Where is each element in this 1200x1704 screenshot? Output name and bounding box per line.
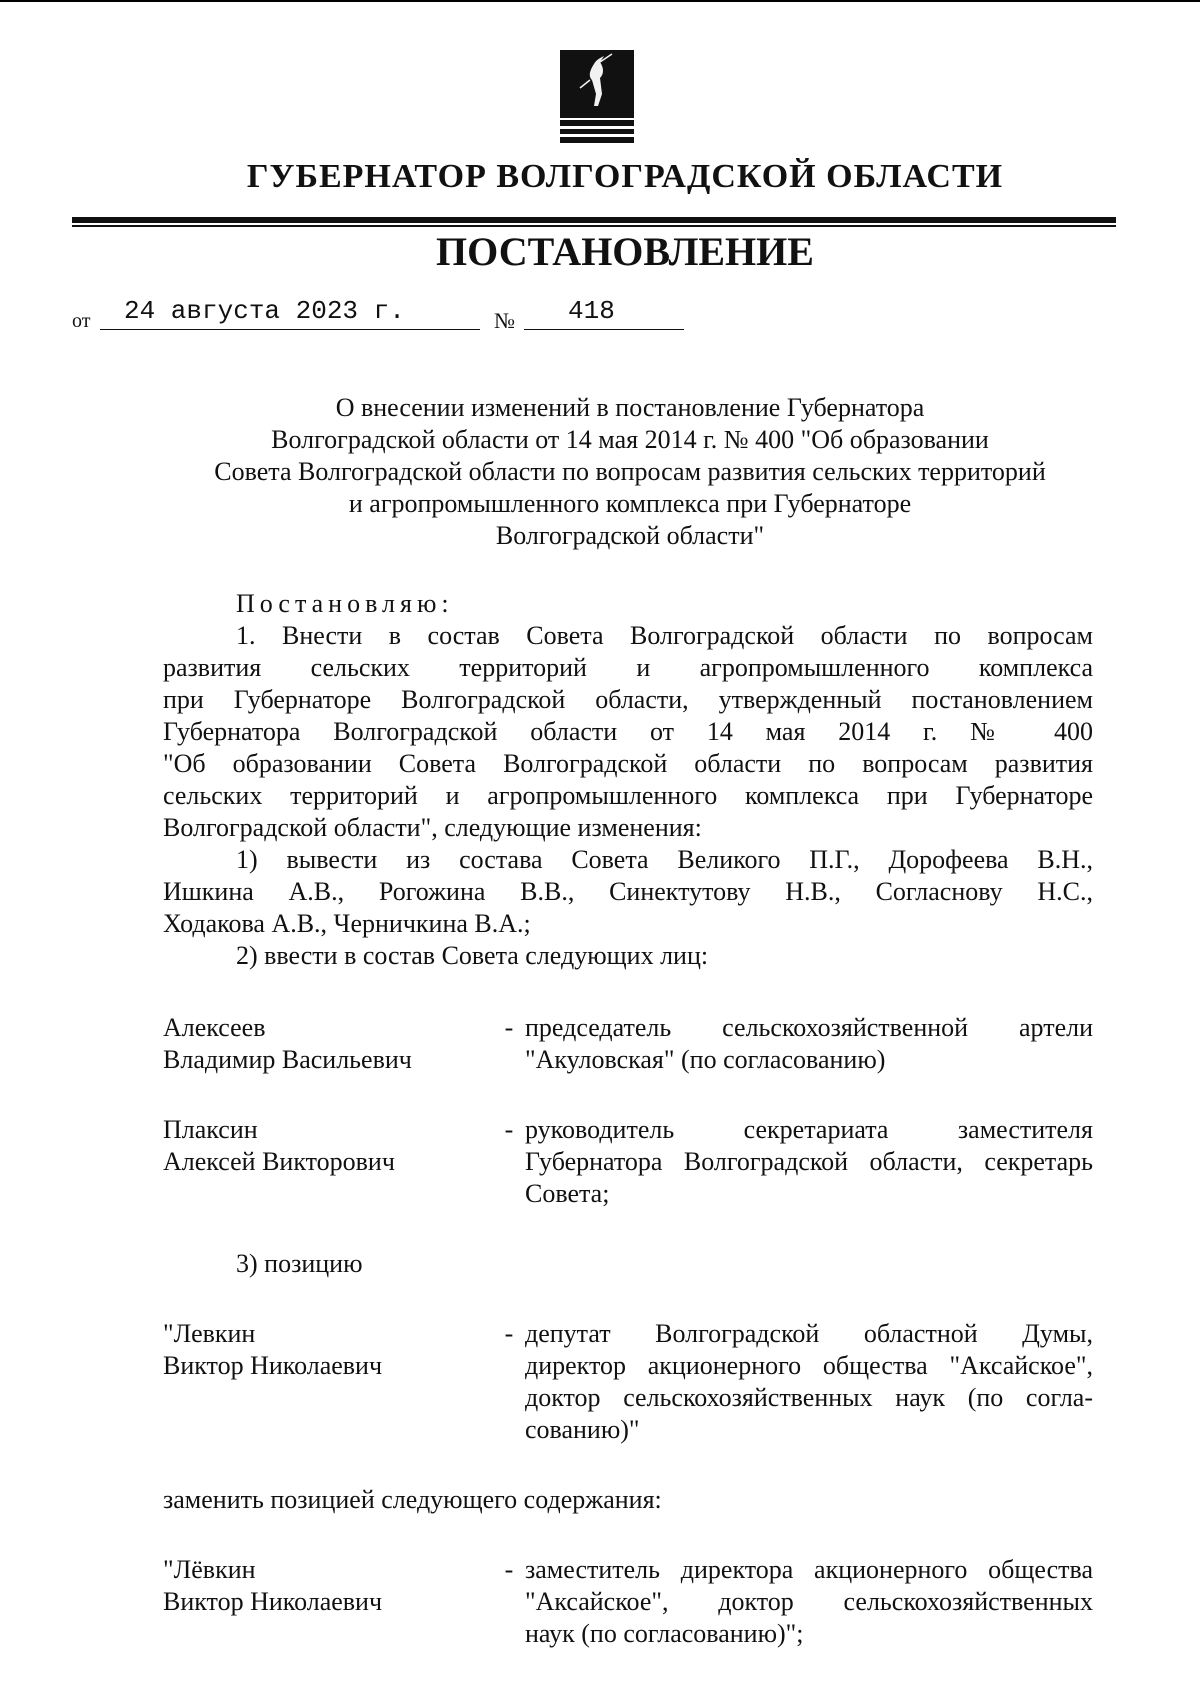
subject-line: Волгоградской области от 14 мая 2014 г. № 400 "Об образовании bbox=[271, 425, 989, 454]
paragraph-line: при Губернаторе Волгоградской области, утвержденный постановлением bbox=[163, 685, 1093, 714]
entry-dash: - bbox=[504, 1013, 514, 1042]
position-line: Совета; bbox=[525, 1179, 610, 1208]
member-name bbox=[163, 1318, 493, 1446]
subitem-line: 2) ввести в состав Совета следующих лиц: bbox=[236, 941, 709, 970]
member-given-names: Виктор Николаевич bbox=[163, 1587, 383, 1616]
position-line: руководитель секретариата заместителя bbox=[525, 1115, 1093, 1144]
paragraph-line: Волгоградской области", следующие изменения: bbox=[163, 813, 702, 842]
document-subject bbox=[150, 392, 1110, 552]
subitem-line: 3) позицию bbox=[236, 1249, 363, 1278]
subitem-line: Ишкина А.В., Рогожина В.В., Синектутову Н.В., Согласнову Н.С., bbox=[163, 877, 1093, 906]
header-rule-thin bbox=[72, 225, 1116, 227]
subject-line: Волгоградской области" bbox=[495, 521, 765, 550]
member-surname: "Левкин bbox=[163, 1319, 256, 1348]
number-prefix: № bbox=[494, 308, 515, 333]
issuing-authority: ГУБЕРНАТОР ВОЛГОГРАДСКОЙ ОБЛАСТИ bbox=[246, 158, 1004, 195]
member-position bbox=[525, 1318, 1093, 1446]
member-surname: Плаксин bbox=[163, 1115, 258, 1144]
header-rule-thick bbox=[72, 217, 1116, 223]
document-date: 24 августа 2023 г. bbox=[100, 296, 480, 330]
position-line: директор акционерного общества "Аксайское", bbox=[525, 1351, 1093, 1380]
document-number: 418 bbox=[524, 296, 684, 330]
subject-line: и агропромышленного комплекса при Губернаторе bbox=[348, 489, 912, 518]
subitem-line: 1) вывести из состава Совета Великого П.Г., Дорофеева В.Н., bbox=[236, 845, 1093, 874]
entry-dash: - bbox=[504, 1115, 514, 1144]
member-name bbox=[163, 1012, 493, 1076]
position-line: доктор сельскохозяйственных наук (по согла- bbox=[525, 1383, 1093, 1412]
subitem-line: Ходакова А.В., Черничкина В.А.; bbox=[163, 909, 531, 938]
replace-instruction: заменить позицией следующего содержания: bbox=[163, 1485, 662, 1514]
paragraph-line: "Об образовании Совета Волгоградской области по вопросам развития bbox=[163, 749, 1093, 778]
position-line: председатель сельскохозяйственной артели bbox=[525, 1013, 1093, 1042]
resolve-phrase: Постановляю: bbox=[236, 589, 454, 618]
member-given-names: Виктор Николаевич bbox=[163, 1351, 383, 1380]
member-surname: "Лёвкин bbox=[163, 1555, 256, 1584]
council-member-entry bbox=[163, 1114, 1093, 1210]
date-prefix: от bbox=[72, 310, 91, 332]
member-position bbox=[525, 1114, 1093, 1210]
entry-dash: - bbox=[504, 1319, 514, 1348]
council-member-entry bbox=[163, 1012, 1093, 1076]
member-surname: Алексеев bbox=[163, 1013, 266, 1042]
scan-edge bbox=[0, 0, 1200, 2]
subject-line: Совета Волгоградской области по вопросам развития сельских территорий bbox=[214, 457, 1046, 486]
position-line: Губернатора Волгоградской области, секретарь bbox=[525, 1147, 1093, 1176]
paragraph-line: Губернатора Волгоградской области от 14 мая 2014 г. № 400 bbox=[163, 717, 1093, 746]
volgograd-coat-of-arms-icon bbox=[560, 50, 634, 144]
paragraph-line: сельских территорий и агропромышленного комплекса при Губернаторе bbox=[163, 781, 1093, 810]
entry-dash: - bbox=[504, 1555, 514, 1584]
position-line: заместитель директора акционерного общества bbox=[525, 1555, 1093, 1584]
paragraph-line: развития сельских территорий и агропромышленного комплекса bbox=[163, 653, 1093, 682]
member-given-names: Владимир Васильевич bbox=[163, 1045, 412, 1074]
member-name bbox=[163, 1554, 493, 1650]
document-body bbox=[163, 588, 1093, 1650]
position-line: сованию)" bbox=[525, 1415, 640, 1444]
subject-line: О внесении изменений в постановление Губернатора bbox=[335, 393, 925, 422]
position-line: "Акуловская" (по согласованию) bbox=[525, 1045, 886, 1074]
council-member-entry-new bbox=[163, 1554, 1093, 1650]
position-line: "Аксайское", доктор сельскохозяйственных bbox=[525, 1587, 1093, 1616]
document-type: ПОСТАНОВЛЕНИЕ bbox=[436, 229, 814, 274]
member-name bbox=[163, 1114, 493, 1210]
position-line: депутат Волгоградской областной Думы, bbox=[525, 1319, 1093, 1348]
member-position bbox=[525, 1554, 1093, 1650]
member-given-names: Алексей Викторович bbox=[163, 1147, 395, 1176]
member-position bbox=[525, 1012, 1093, 1076]
council-member-entry-old bbox=[163, 1318, 1093, 1446]
paragraph-line: 1. Внести в состав Совета Волгоградской области по вопросам bbox=[236, 621, 1093, 650]
position-line: наук (по согласованию)"; bbox=[525, 1619, 804, 1648]
